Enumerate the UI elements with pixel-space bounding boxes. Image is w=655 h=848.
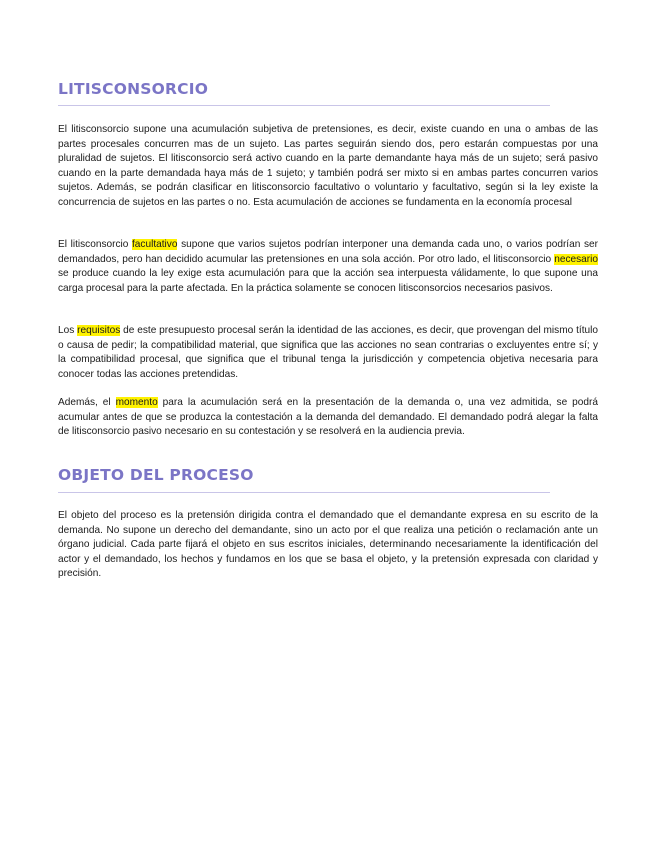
highlighted-term: requisitos xyxy=(77,325,121,336)
paragraph-text: supone que varios sujetos podrían interponer una demanda cada uno, o varios podrían ser demandados, pero han decidido acumular las pretensiones en una sola acción. Por otro lado, el litisconsorcio xyxy=(58,239,598,265)
heading-rule xyxy=(58,492,550,493)
paragraph xyxy=(58,509,598,582)
paragraph xyxy=(58,238,598,296)
paragraph-text: se produce cuando la ley exige esta acumulación para que la acción sea interpuesta válidamente, lo que supone una carga procesal para la parte afectada. En la práctica solamente se conocen litisconsorcios necesarios pasivos. xyxy=(58,268,598,294)
highlighted-term: momento xyxy=(115,397,158,408)
paragraph xyxy=(58,396,598,440)
section-heading-litisconsorcio: LITISCONSORCIO xyxy=(58,80,209,98)
paragraph-text: Además, el xyxy=(58,397,116,408)
highlighted-term: facultativo xyxy=(132,239,178,250)
paragraph xyxy=(58,324,598,382)
paragraph-text: El objeto del proceso es la pretensión dirigida contra el demandado que el demandante expresa en su escrito de la demanda. No supone un derecho del demandante, sino un acto por el que realiza una petición o reclamación ante un órgano judicial. Cada parte fijará el objeto en sus escritos iniciales, determinando necesariamente la identificación del actor y el demandado, los hechos y fundamos en los que se basa el objeto, y la pretensión expresada con claridad y precisión. xyxy=(58,510,598,580)
paragraph-text: El litisconsorcio supone una acumulación subjetiva de pretensiones, es decir, existe cuando en una o ambas de las partes procesales concurren mas de un sujeto. Las partes seguirán siendo dos, pero estarán compuestas por una pluralidad de sujetos. El litisconsorcio será activo cuando en la parte demandante haya más de un sujeto; será pasivo cuando en la parte demandada haya más de 1 sujeto; y también podrá ser mixto si en ambas partes concurren varios sujetos. Además, se podrán clasificar en litisconsorcio facultativo o voluntario y facultativo, según si la ley existe la concurrencia de sujetos en las partes o no. Esta acumulación de acciones se fundamenta en la economía procesal xyxy=(58,124,598,208)
heading-rule xyxy=(58,105,550,106)
section-heading-objeto-del-proceso: OBJETO DEL PROCESO xyxy=(58,466,254,484)
paragraph-text: Los xyxy=(58,325,78,336)
highlighted-term: necesario xyxy=(554,253,598,265)
paragraph-text: de este presupuesto procesal serán la identidad de las acciones, es decir, que provengan del mismo título o causa de pedir; la compatibilidad material, que significa que las acciones no sean contrarias o excluyentes entre sí; y la compatibilidad procesal, que significa que el tribunal tenga la jurisdicción y competencia objetiva necesaria para conocer todas las acciones pretendidas. xyxy=(58,325,598,380)
paragraph xyxy=(58,123,598,211)
paragraph-text: para la acumulación será en la presentación de la demanda o, una vez admitida, se podrá acumular antes de que se produzca la contestación a la demanda del demandado. El demandado podrá alegar la falta de litisconsorcio pasivo necesario en su contestación y se resolverá en la audiencia previa. xyxy=(58,397,598,438)
paragraph-text: El litisconsorcio xyxy=(58,239,132,250)
